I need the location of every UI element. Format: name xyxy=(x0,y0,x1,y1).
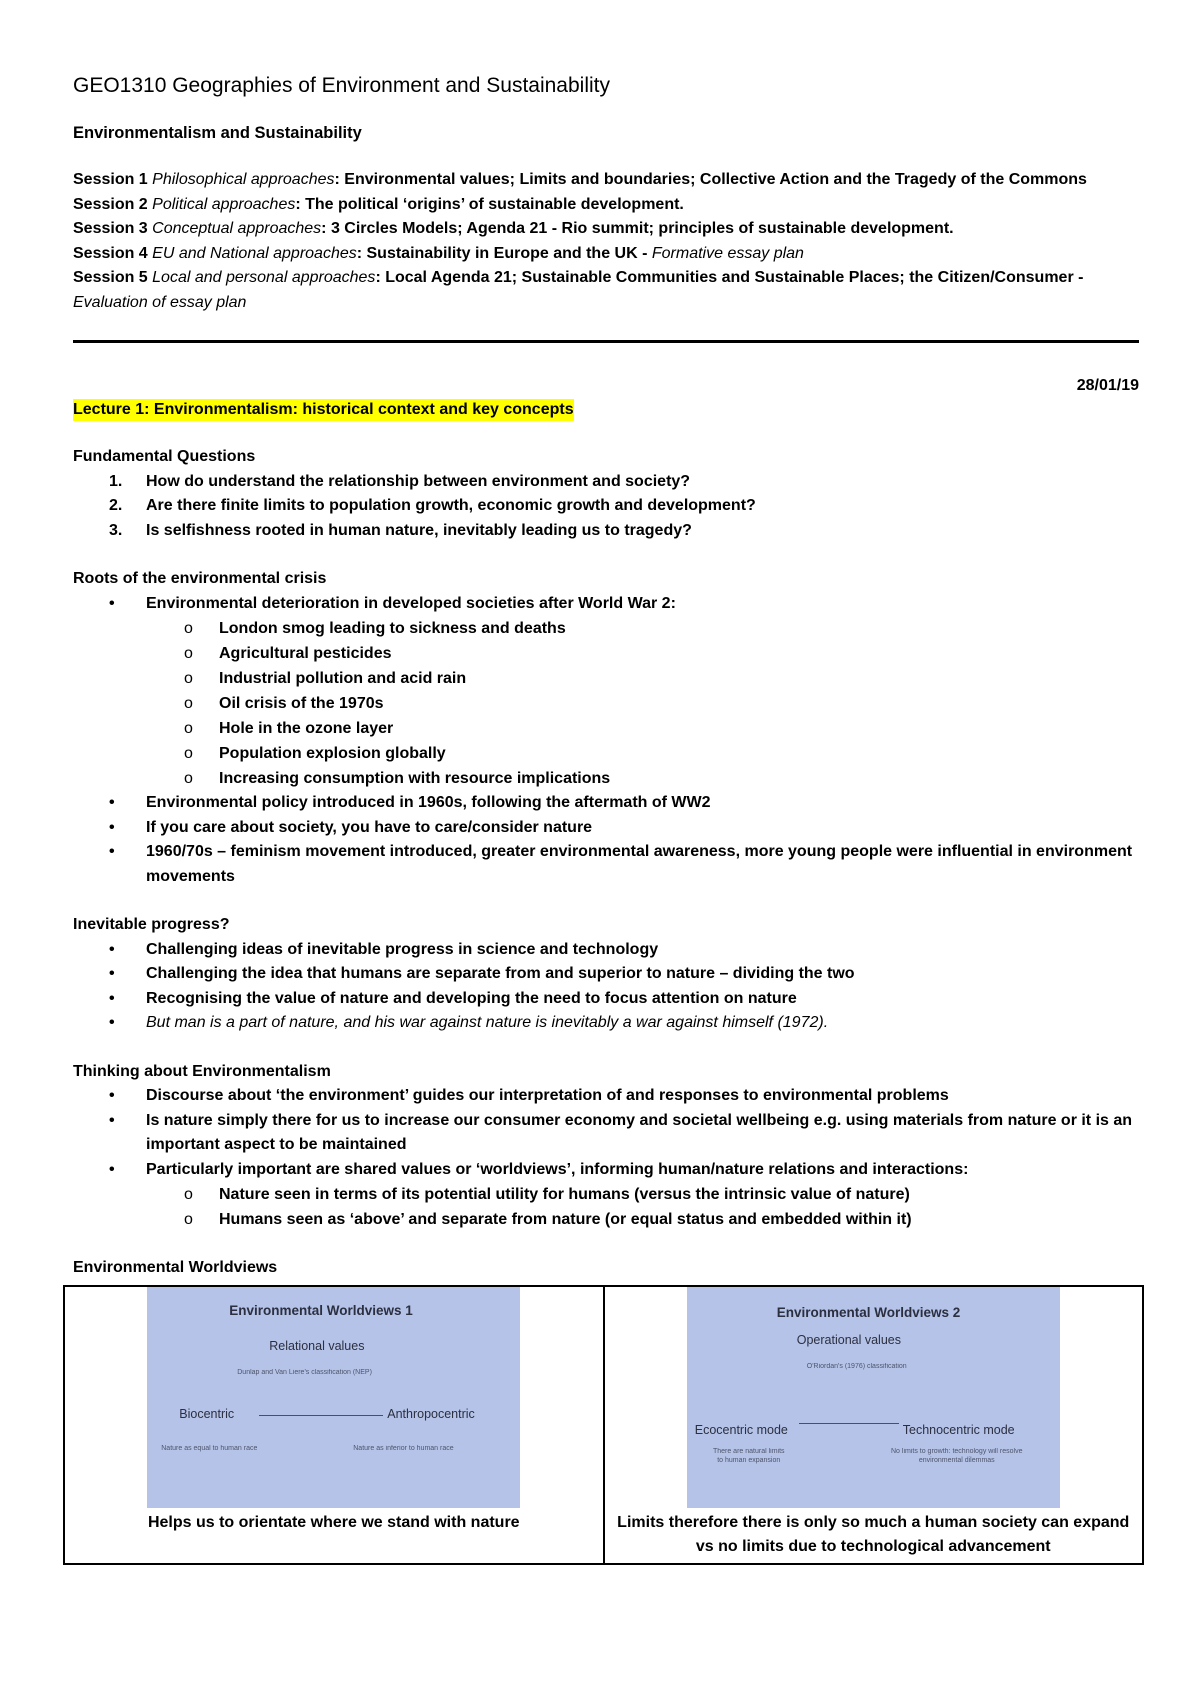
number-marker: 1. xyxy=(109,472,123,490)
sub-bullet-o-icon: o xyxy=(184,695,193,712)
slide-right-label: Technocentric mode xyxy=(902,1422,1015,1437)
list-item: • Environmental deterioration in developed societies after World War 2: xyxy=(73,592,1139,617)
sub-list-item: o Oil crisis of the 1970s xyxy=(73,691,1139,716)
list-item: • Challenging ideas of inevitable progress in science and technology xyxy=(73,938,1139,963)
slide-note: Dunlap and Van Liere's classification (NEP) xyxy=(237,1368,372,1376)
question-list xyxy=(73,470,1139,544)
bullet-dot-icon: • xyxy=(109,594,115,612)
sub-bullet-o-icon: o xyxy=(184,745,193,762)
worldviews-cell-1 xyxy=(64,1286,604,1564)
list-item xyxy=(73,1011,1139,1036)
sub-list-item: o Increasing consumption with resource implications xyxy=(73,766,1139,791)
bullet-dot-icon: • xyxy=(109,843,115,860)
slide-right-desc: Nature as inferior to human race xyxy=(353,1444,454,1452)
bullet-list xyxy=(73,592,1139,890)
sub-list-item: o Humans seen as ‘above’ and separate from nature (or equal status and embedded within it) xyxy=(73,1207,1139,1232)
slide-left-desc: Nature as equal to human race xyxy=(161,1444,258,1452)
sub-bullet-o-icon: o xyxy=(184,670,193,687)
session-list xyxy=(73,168,1139,315)
document-title: GEO1310 Geographies of Environment and Sustainability xyxy=(73,74,610,97)
slide-subtitle: Relational values xyxy=(269,1338,365,1353)
lecture-date: 28/01/19 xyxy=(1076,377,1139,394)
thinking-section xyxy=(73,1060,1139,1233)
slide-right-desc: No limits to growth: technology will resolve environmental dilemmas xyxy=(891,1447,1023,1464)
sub-list-item: o Industrial pollution and acid rain xyxy=(73,666,1139,691)
sub-bullet-o-icon: o xyxy=(184,1211,193,1228)
sub-bullet-o-icon: o xyxy=(184,645,193,662)
section-heading: Environmental Worldviews xyxy=(73,1259,278,1276)
bullet-dot-icon: • xyxy=(109,1160,115,1178)
worldviews-table xyxy=(63,1285,1144,1565)
list-item: 2. Are there finite limits to population growth, economic growth and development? xyxy=(73,494,1139,519)
worldviews-section xyxy=(73,1256,1139,1565)
slide-note: O'Riordan's (1976) classification xyxy=(806,1362,907,1370)
bullet-dot-icon: • xyxy=(109,818,115,836)
sub-bullet-o-icon: o xyxy=(184,620,193,637)
session-1: Session 1 Philosophical approaches: Environmental values; Limits and boundaries; Collective Action and the Tragedy of the Commons xyxy=(73,171,1087,188)
sub-bullet-o-icon: o xyxy=(184,770,193,787)
slide-left-label: Biocentric xyxy=(179,1406,235,1421)
sub-list-item: o Agricultural pesticides xyxy=(73,641,1139,666)
list-item: • Challenging the idea that humans are separate from and superior to nature – dividing the two xyxy=(73,962,1139,987)
document-page xyxy=(73,72,1139,1565)
sub-list-item: o London smog leading to sickness and deaths xyxy=(73,616,1139,641)
session-5: Session 5 Local and personal approaches: Local Agenda 21; Sustainable Communities and Sustainable Places; the Citizen/Consumer - Evaluation of essay plan xyxy=(73,269,1084,311)
sub-list-item: o Nature seen in terms of its potential utility for humans (versus the intrinsic value of nature) xyxy=(73,1182,1139,1207)
slide-image-2 xyxy=(687,1287,1060,1508)
slide-title: Environmental Worldviews 1 xyxy=(229,1302,413,1318)
session-4: Session 4 EU and National approaches: Sustainability in Europe and the UK - Formative essay plan xyxy=(73,244,804,262)
slide-subtitle: Operational values xyxy=(796,1332,901,1347)
number-marker: 3. xyxy=(109,521,123,539)
slide-left-desc: There are natural limits to human expansion xyxy=(712,1447,785,1464)
lecture-title: Lecture 1: Environmentalism: historical context and key concepts xyxy=(73,399,574,421)
document-subtitle: Environmentalism and Sustainability xyxy=(73,124,362,142)
slide-left-label: Ecocentric mode xyxy=(694,1422,788,1437)
list-item: • If you care about society, you have to care/consider nature xyxy=(73,816,1139,841)
bullet-list xyxy=(73,938,1139,1036)
list-item: • Environmental policy introduced in 1960s, following the aftermath of WW2 xyxy=(73,791,1139,816)
caption-1: Helps us to orientate where we stand with nature xyxy=(147,1513,520,1531)
bullet-dot-icon: • xyxy=(109,965,115,982)
list-item: 1. How do understand the relationship between environment and society? xyxy=(73,470,1139,495)
bullet-dot-icon: • xyxy=(109,1111,115,1129)
session-3: Session 3 Conceptual approaches: 3 Circles Models; Agenda 21 - Rio summit; principles of sustainable development. xyxy=(73,220,954,237)
bullet-dot-icon: • xyxy=(109,1087,115,1104)
list-item: 3. Is selfishness rooted in human nature, inevitably leading us to tragedy? xyxy=(73,519,1139,544)
slide-divider-line xyxy=(799,1423,899,1424)
caption-2: Limits therefore there is only so much a human society can expand vs no limits due to technological advancement xyxy=(617,1513,1130,1555)
list-item: • 1960/70s – feminism movement introduced, greater environmental awareness, more young people were influential in environment movements xyxy=(73,840,1139,889)
sub-list-item: o Hole in the ozone layer xyxy=(73,716,1139,741)
sub-list-item: o Population explosion globally xyxy=(73,741,1139,766)
bullet-dot-icon: • xyxy=(109,940,115,958)
section-heading: Thinking about Environmentalism xyxy=(73,1062,331,1080)
number-marker: 2. xyxy=(109,497,123,514)
list-item: • Recognising the value of nature and developing the need to focus attention on nature xyxy=(73,987,1139,1012)
sub-bullet-o-icon: o xyxy=(184,1186,193,1203)
section-heading: Inevitable progress? xyxy=(73,916,230,933)
bullet-list xyxy=(73,1084,1139,1232)
slide-divider-line xyxy=(259,1415,383,1416)
section-heading: Fundamental Questions xyxy=(73,448,256,465)
roots-section xyxy=(73,567,1139,889)
worldviews-cell-2 xyxy=(604,1286,1144,1564)
slide-title: Environmental Worldviews 2 xyxy=(776,1304,961,1320)
bullet-dot-icon: • xyxy=(109,989,115,1007)
session-2: Session 2 Political approaches: The political ‘origins’ of sustainable development. xyxy=(73,195,684,213)
list-item: • Is nature simply there for us to increase our consumer economy and societal wellbeing e.g. using materials from nature or it is an important aspect to be maintained xyxy=(73,1109,1139,1158)
bullet-dot-icon: • xyxy=(109,1014,115,1031)
fundamental-questions-section xyxy=(73,445,1139,543)
section-heading: Roots of the environmental crisis xyxy=(73,570,327,587)
quote: But man is a part of nature, and his war against nature is inevitably a war against himself (1972). xyxy=(146,1014,829,1031)
slide-image-1 xyxy=(147,1287,520,1508)
slide-right-label: Anthropocentric xyxy=(387,1406,475,1421)
list-item: • Particularly important are shared values or ‘worldviews’, informing human/nature relations and interactions: xyxy=(73,1158,1139,1183)
horizontal-divider xyxy=(73,340,1139,343)
bullet-dot-icon: • xyxy=(109,794,115,811)
inevitable-progress-section xyxy=(73,913,1139,1036)
sub-bullet-o-icon: o xyxy=(184,720,193,737)
list-item: • Discourse about ‘the environment’ guides our interpretation of and responses to environmental problems xyxy=(73,1084,1139,1109)
